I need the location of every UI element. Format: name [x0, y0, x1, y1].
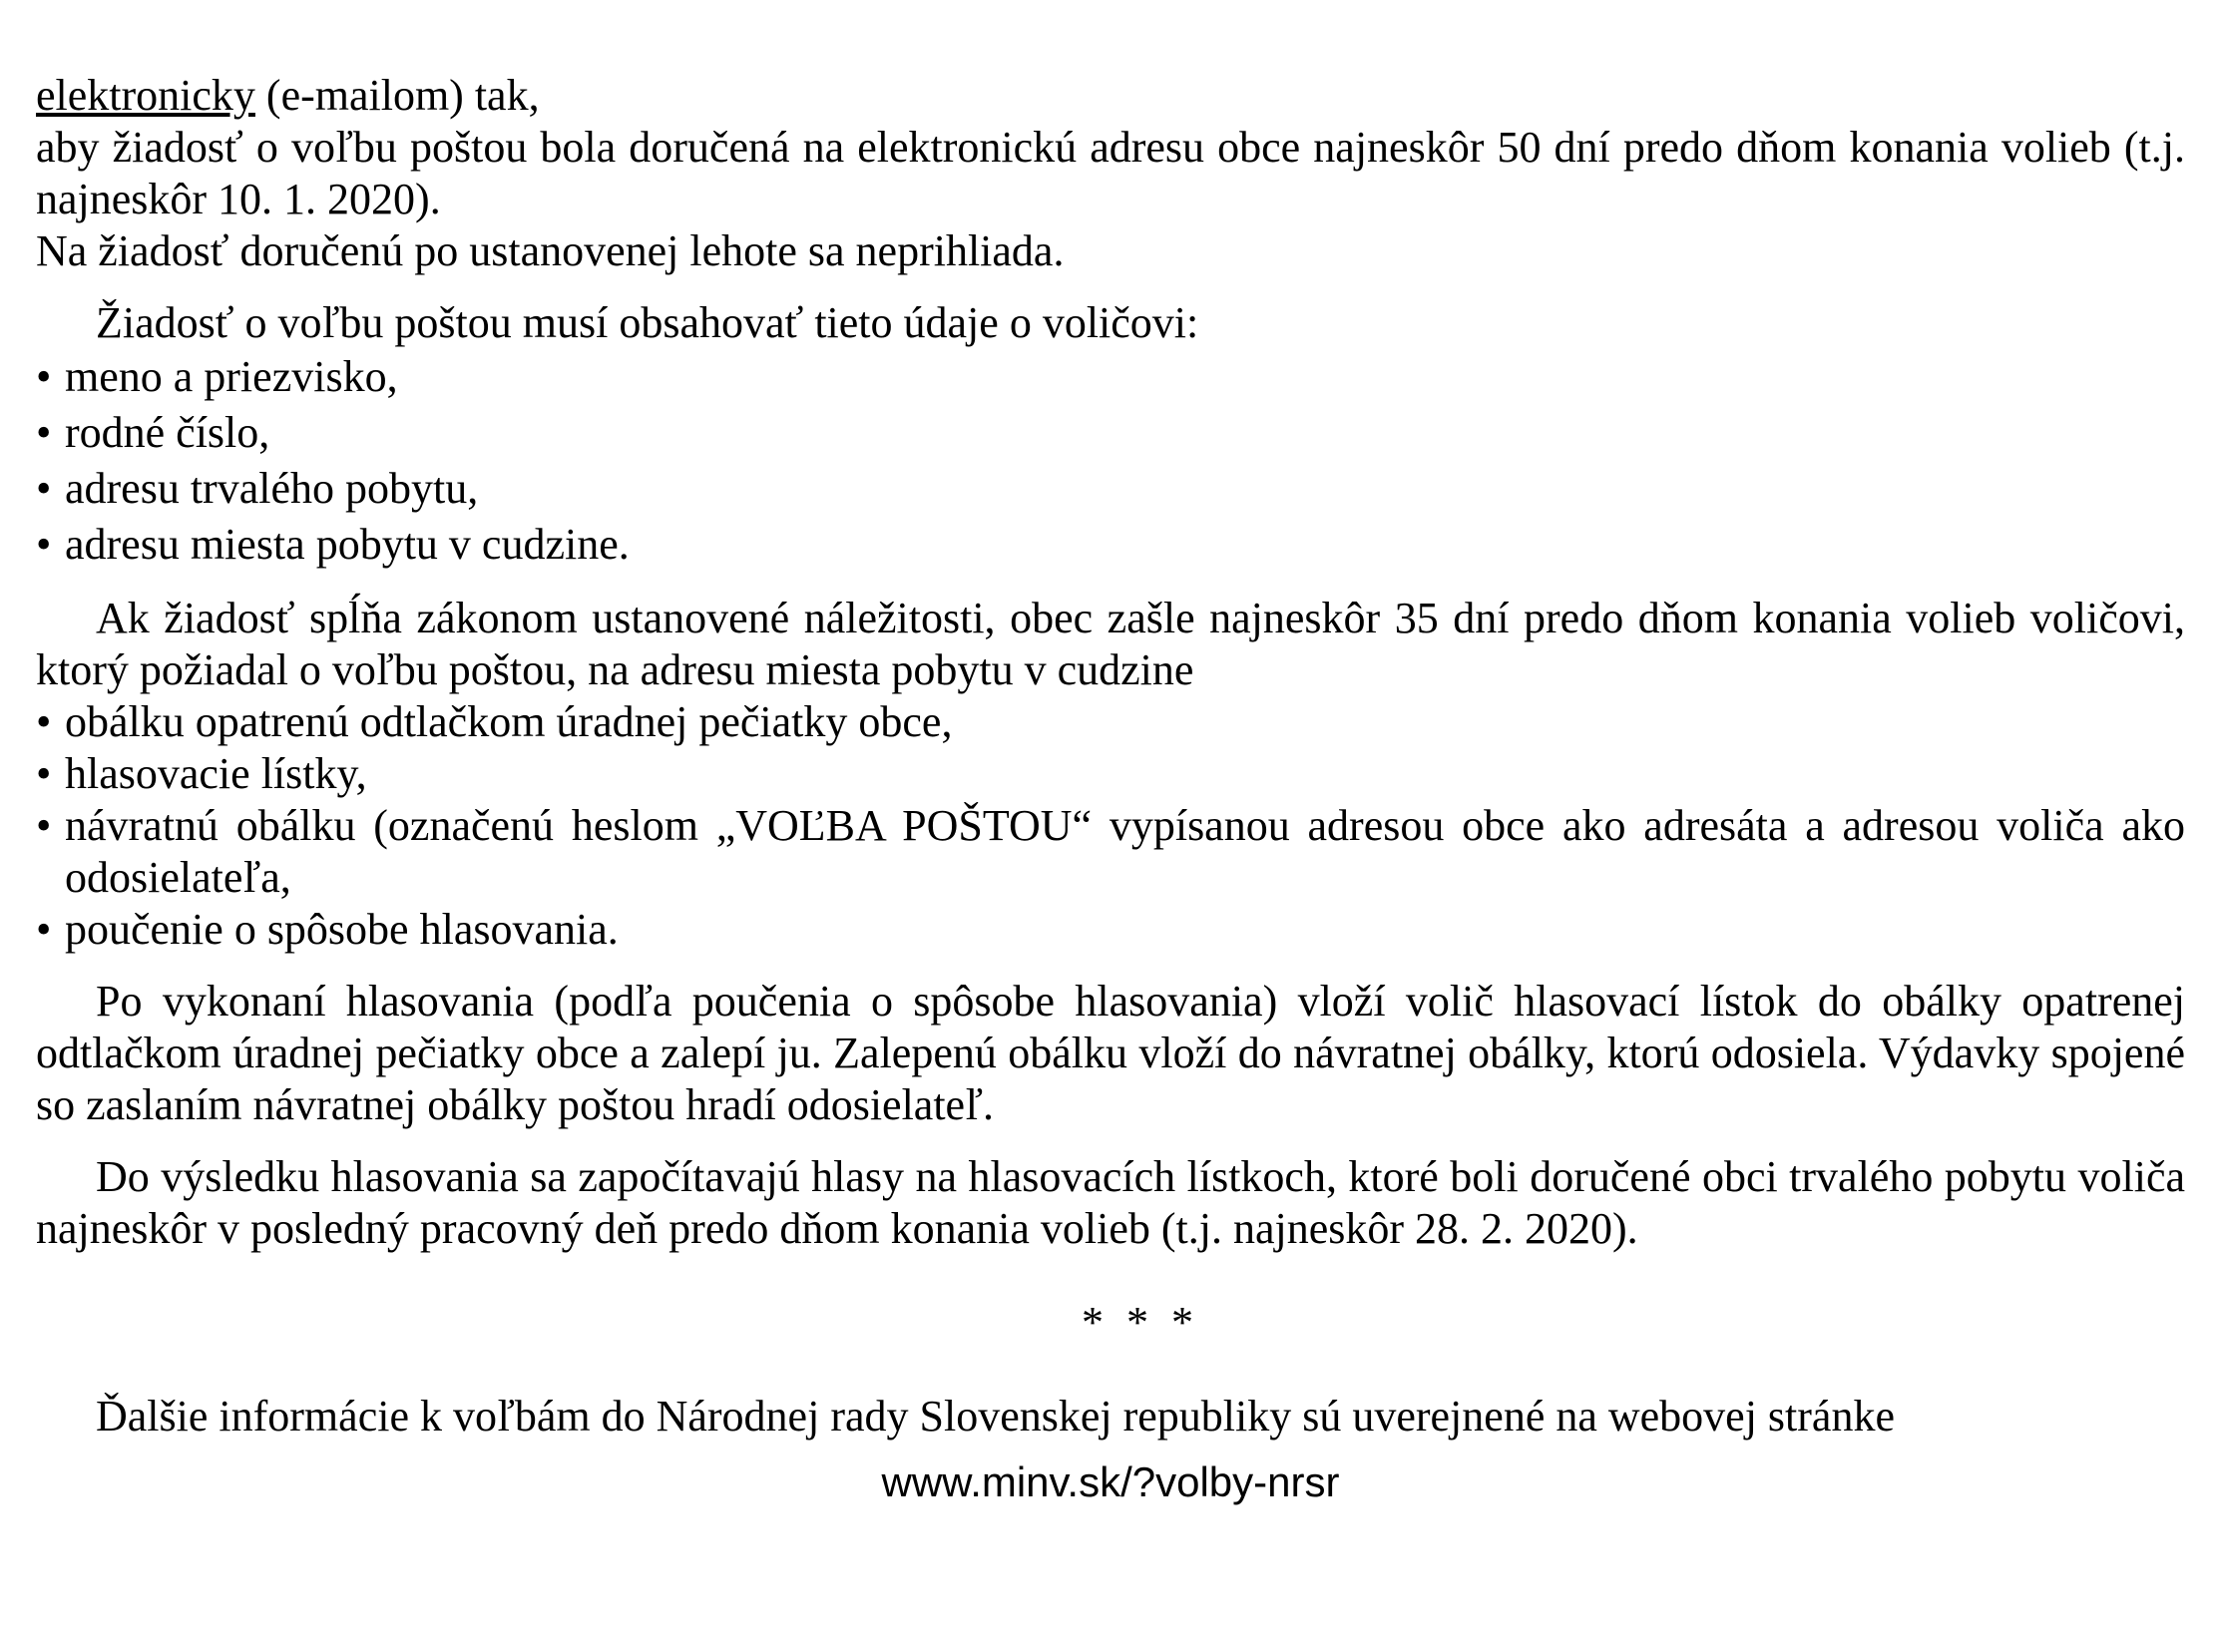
document-page — [36, 70, 2185, 1508]
list-item: • hlasovacie lístky, — [36, 749, 367, 798]
list-item: • návratnú obálku (označenú heslom „VOĽBA POŠTOU“ vypísanou adresou obce ako adresáta a adresou voliča ako odosielateľa, — [36, 801, 2185, 902]
bullet-icon: • — [36, 697, 52, 746]
bullet-icon: • — [36, 408, 52, 457]
intro-late-notice: Na žiadosť doručenú po ustanovenej lehote sa neprihliada. — [36, 226, 1065, 275]
voting-paragraph: Po vykonaní hlasovania (podľa poučenia o spôsobe hlasovania) vloží volič hlasovací lístok do obálky opatrenej odtlačkom úradnej pečiatky obce a zalepí ju. Zalepenú obálku vloží do návratnej obálky, ktorú odosiela. Výdavky spojené so zaslaním návratnej obálky poštou hradí odosielateľ. — [36, 977, 2185, 1129]
bullet-icon: • — [36, 520, 52, 569]
underlined-word-electronic: elektronicky — [36, 71, 255, 120]
bullet-icon: • — [36, 801, 52, 850]
list-item: • obálku opatrenú odtlačkom úradnej pečiatky obce, — [36, 697, 953, 746]
list-item: • adresu trvalého pobytu, — [36, 461, 2185, 517]
bullet-icon: • — [36, 905, 52, 954]
list-item: • poučenie o spôsobe hlasovania. — [36, 905, 619, 954]
mailing-list — [36, 696, 2185, 956]
list-item: • meno a priezvisko, — [36, 349, 2185, 405]
list-item: • adresu miesta pobytu v cudzine. — [36, 517, 2185, 573]
bullet-icon: • — [36, 352, 52, 401]
section-separator: * * * — [1082, 1298, 1199, 1347]
intro-line-1-rest: (e-mailom) tak, — [254, 71, 540, 120]
footer-url: www.minv.sk/?volby-nrsr — [881, 1458, 1340, 1505]
intro-deadline-text: aby žiadosť o voľbu poštou bola doručená na elektronickú adresu obce najneskôr 50 dní predo dňom konania volieb (t.j. najneskôr 10. 1. 2020). — [36, 123, 2185, 223]
list-item: • rodné číslo, — [36, 405, 2185, 461]
requirements-heading: Žiadosť o voľbu poštou musí obsahovať tieto údaje o voličovi: — [96, 298, 1199, 347]
bullet-icon: • — [36, 749, 52, 798]
mailing-paragraph: Ak žiadosť spĺňa zákonom ustanovené náležitosti, obec zašle najneskôr 35 dní predo dňom konania volieb voličovi, ktorý požiadal o voľbu poštou, na adresu miesta pobytu v cudzine — [36, 594, 2185, 694]
footer-text: Ďalšie informácie k voľbám do Národnej rady Slovenskej republiky sú uverejnené na webovej stránke — [96, 1392, 1895, 1441]
requirements-list — [36, 349, 2185, 573]
bullet-icon: • — [36, 464, 52, 513]
intro-line-1 — [36, 70, 2185, 122]
result-paragraph: Do výsledku hlasovania sa započítavajú hlasy na hlasovacích lístkoch, ktoré boli doručené obci trvalého pobytu voliča najneskôr v posledný pracovný deň predo dňom konania volieb (t.j. najneskôr 28. 2. 2020). — [36, 1152, 2185, 1253]
